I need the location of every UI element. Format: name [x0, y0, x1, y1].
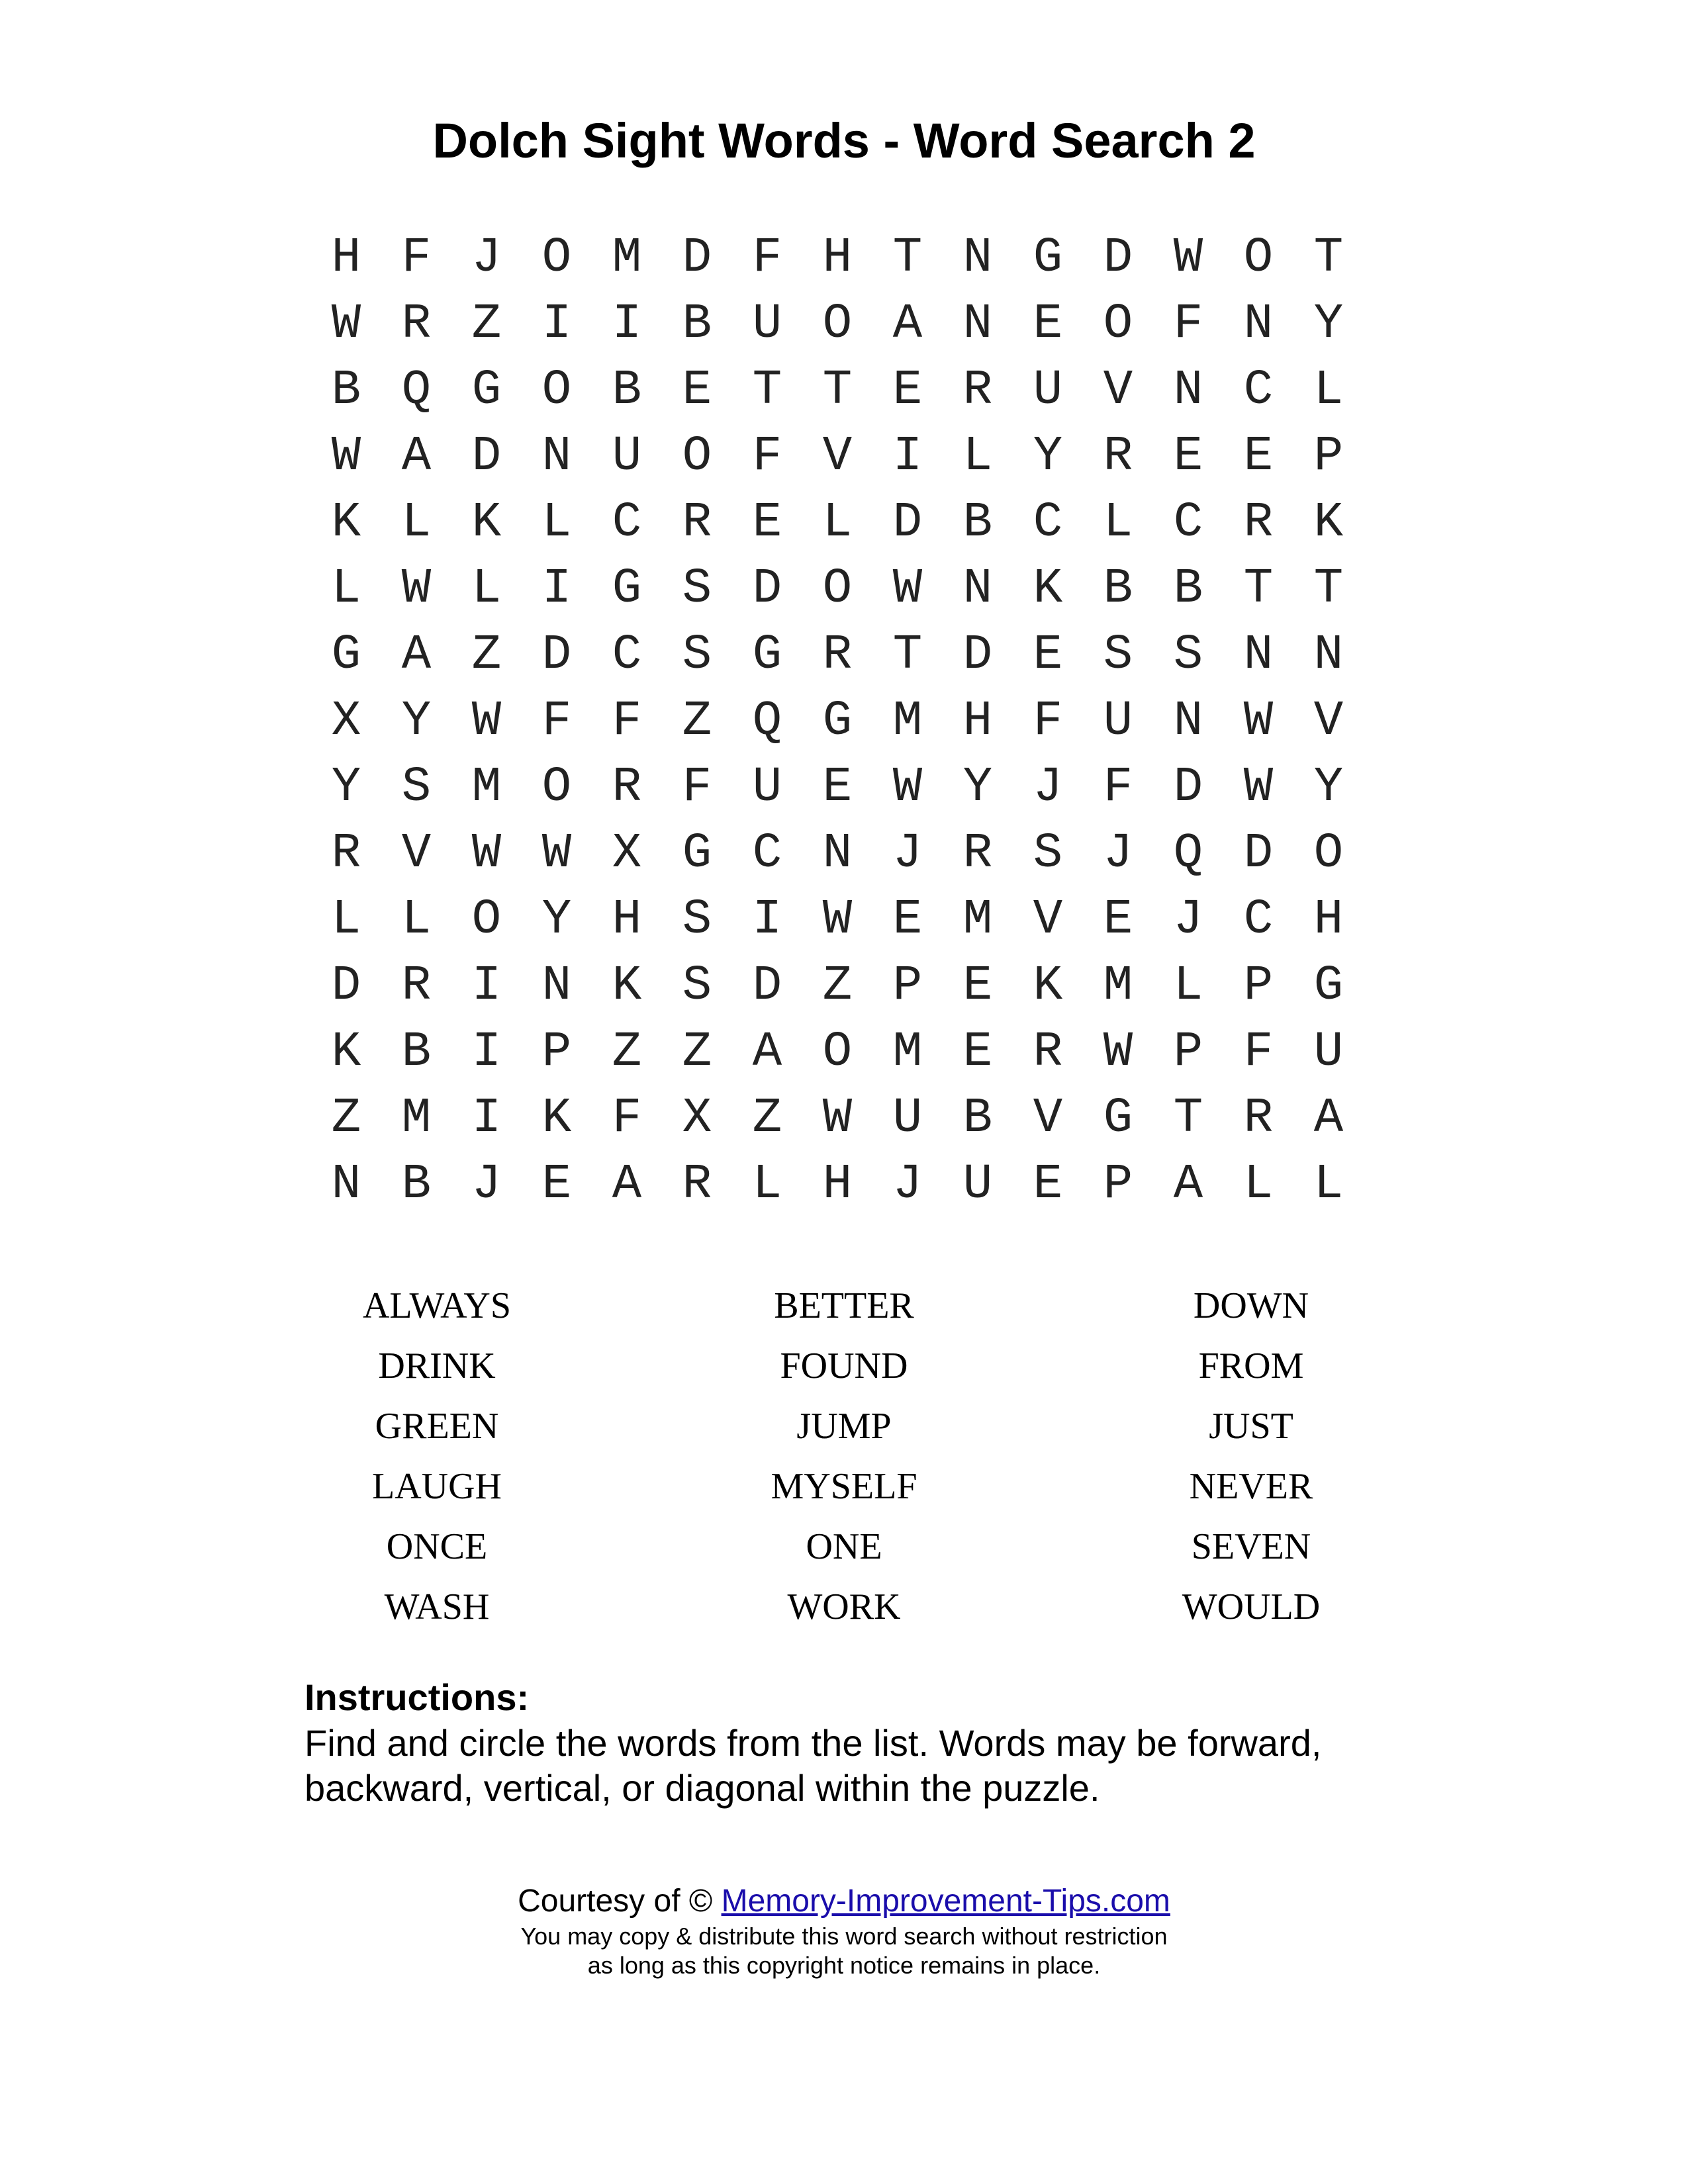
- grid-cell: Y: [401, 694, 432, 749]
- grid-cell: N: [962, 230, 993, 286]
- grid-cell: E: [1033, 296, 1063, 352]
- instructions-heading: Instructions:: [305, 1676, 530, 1718]
- grid-cell: R: [612, 760, 642, 815]
- word-list-item: WASH: [384, 1586, 490, 1627]
- word-list-item: GREEN: [375, 1406, 499, 1447]
- grid-cell: O: [822, 1024, 853, 1080]
- grid-cell: H: [1313, 892, 1344, 948]
- grid-cell: B: [401, 1024, 432, 1080]
- site-link[interactable]: Memory-Improvement-Tips.com: [721, 1884, 1170, 1919]
- grid-cell: L: [1313, 363, 1344, 418]
- grid-cell: X: [331, 694, 361, 749]
- grid-cell: C: [612, 495, 642, 551]
- grid-cell: I: [612, 296, 642, 352]
- grid-cell: R: [401, 958, 432, 1014]
- grid-cell: Q: [752, 694, 782, 749]
- grid-cell: W: [1173, 230, 1203, 286]
- grid-cell: K: [471, 495, 502, 551]
- grid-cell: U: [752, 760, 782, 815]
- word-list-item: WOULD: [1182, 1586, 1321, 1627]
- grid-cell: M: [1103, 958, 1133, 1014]
- grid-cell: M: [892, 1024, 923, 1080]
- word-list-item: NEVER: [1189, 1466, 1313, 1507]
- grid-cell: G: [1103, 1091, 1133, 1146]
- grid-cell: F: [1103, 760, 1133, 815]
- grid-cell: I: [471, 958, 502, 1014]
- grid-cell: O: [682, 429, 712, 484]
- word-list-item: JUST: [1209, 1406, 1293, 1447]
- grid-cell: D: [892, 495, 923, 551]
- word-list-item: LAUGH: [372, 1466, 502, 1507]
- footer: [0, 1881, 1688, 1980]
- word-list-item: ONE: [806, 1526, 882, 1567]
- grid-cell: W: [1103, 1024, 1133, 1080]
- grid-cell: G: [1313, 958, 1344, 1014]
- grid-cell: E: [962, 958, 993, 1014]
- grid-cell: J: [1033, 760, 1063, 815]
- grid-cell: M: [612, 230, 642, 286]
- grid-cell: N: [822, 826, 853, 882]
- grid-cell: A: [401, 429, 432, 484]
- grid-cell: W: [471, 694, 502, 749]
- word-list-item: BETTER: [774, 1285, 914, 1326]
- copyright-notice-line-1: You may copy & distribute this word search without restriction: [520, 1923, 1168, 1950]
- grid-cell: Z: [682, 694, 712, 749]
- grid-cell: A: [1313, 1091, 1344, 1146]
- grid-cell: C: [1033, 495, 1063, 551]
- grid-cell: H: [331, 230, 361, 286]
- grid-cell: E: [892, 892, 923, 948]
- grid-cell: R: [962, 826, 993, 882]
- grid-cell: W: [541, 826, 572, 882]
- grid-cell: U: [1313, 1024, 1344, 1080]
- grid-cell: I: [892, 429, 923, 484]
- grid-cell: B: [612, 363, 642, 418]
- grid-cell: K: [331, 495, 361, 551]
- grid-cell: O: [822, 296, 853, 352]
- grid-cell: F: [541, 694, 572, 749]
- grid-cell: P: [541, 1024, 572, 1080]
- grid-cell: K: [1033, 561, 1063, 617]
- grid-cell: H: [822, 1157, 853, 1212]
- grid-cell: I: [541, 296, 572, 352]
- word-list-item: ALWAYS: [362, 1285, 512, 1326]
- grid-cell: O: [471, 892, 502, 948]
- grid-cell: N: [331, 1157, 361, 1212]
- grid-cell: L: [401, 892, 432, 948]
- page-title: Dolch Sight Words - Word Search 2: [432, 113, 1256, 168]
- grid-cell: D: [752, 958, 782, 1014]
- word-list-item: ONCE: [386, 1526, 488, 1567]
- grid-cell: G: [752, 627, 782, 683]
- grid-cell: Z: [471, 627, 502, 683]
- grid-cell: C: [752, 826, 782, 882]
- word-list-item: FOUND: [780, 1345, 908, 1387]
- grid-cell: L: [401, 495, 432, 551]
- grid-cell: F: [1243, 1024, 1274, 1080]
- grid-cell: O: [541, 363, 572, 418]
- grid-cell: N: [1173, 694, 1203, 749]
- grid-cell: D: [331, 958, 361, 1014]
- grid-cell: S: [1103, 627, 1133, 683]
- grid-cell: S: [401, 760, 432, 815]
- grid-cell: K: [612, 958, 642, 1014]
- grid-cell: A: [401, 627, 432, 683]
- grid-cell: T: [1313, 561, 1344, 617]
- grid-cell: S: [1033, 826, 1063, 882]
- grid-cell: H: [962, 694, 993, 749]
- grid-cell: Y: [331, 760, 361, 815]
- grid-cell: B: [331, 363, 361, 418]
- grid-cell: M: [401, 1091, 432, 1146]
- grid-cell: W: [331, 429, 361, 484]
- word-list-item: FROM: [1198, 1345, 1304, 1387]
- grid-cell: Z: [471, 296, 502, 352]
- grid-cell: L: [1173, 958, 1203, 1014]
- word-list-item: DRINK: [378, 1345, 496, 1387]
- grid-cell: G: [331, 627, 361, 683]
- grid-cell: L: [1103, 495, 1133, 551]
- grid-cell: P: [1313, 429, 1344, 484]
- grid-cell: F: [612, 1091, 642, 1146]
- grid-cell: M: [471, 760, 502, 815]
- grid-cell: I: [541, 561, 572, 617]
- grid-cell: S: [682, 958, 712, 1014]
- courtesy-line: [0, 1881, 1688, 1922]
- grid-cell: P: [1243, 958, 1274, 1014]
- grid-cell: N: [1243, 627, 1274, 683]
- grid-cell: C: [1243, 892, 1274, 948]
- grid-cell: Y: [1313, 760, 1344, 815]
- grid-cell: D: [1243, 826, 1274, 882]
- grid-cell: C: [1173, 495, 1203, 551]
- grid-cell: U: [1033, 363, 1063, 418]
- grid-cell: D: [471, 429, 502, 484]
- grid-cell: C: [1243, 363, 1274, 418]
- copyright-notice-line-2: as long as this copyright notice remains in place.: [587, 1952, 1101, 1979]
- grid-cell: N: [541, 958, 572, 1014]
- grid-cell: J: [471, 1157, 502, 1212]
- grid-cell: T: [822, 363, 853, 418]
- grid-cell: J: [892, 1157, 923, 1212]
- grid-cell: B: [962, 1091, 993, 1146]
- grid-cell: V: [822, 429, 853, 484]
- grid-cell: R: [331, 826, 361, 882]
- grid-cell: B: [682, 296, 712, 352]
- grid-cell: W: [892, 561, 923, 617]
- grid-cell: J: [471, 230, 502, 286]
- grid-cell: B: [1173, 561, 1203, 617]
- grid-cell: J: [1103, 826, 1133, 882]
- grid-cell: O: [541, 760, 572, 815]
- grid-cell: W: [822, 892, 853, 948]
- grid-cell: I: [471, 1091, 502, 1146]
- grid-cell: R: [822, 627, 853, 683]
- grid-cell: E: [1103, 892, 1133, 948]
- grid-cell: L: [822, 495, 853, 551]
- letter-grid: [311, 225, 1364, 1218]
- grid-cell: F: [682, 760, 712, 815]
- grid-cell: T: [1243, 561, 1274, 617]
- grid-cell: U: [1103, 694, 1133, 749]
- grid-cell: X: [612, 826, 642, 882]
- grid-cell: E: [962, 1024, 993, 1080]
- grid-cell: R: [1033, 1024, 1063, 1080]
- grid-cell: G: [1033, 230, 1063, 286]
- grid-cell: O: [1103, 296, 1133, 352]
- grid-cell: F: [752, 429, 782, 484]
- grid-cell: Q: [1173, 826, 1203, 882]
- grid-cell: E: [822, 760, 853, 815]
- grid-cell: Z: [331, 1091, 361, 1146]
- grid-cell: R: [682, 495, 712, 551]
- grid-cell: D: [962, 627, 993, 683]
- grid-cell: D: [1103, 230, 1133, 286]
- grid-cell: R: [1103, 429, 1133, 484]
- grid-cell: E: [1173, 429, 1203, 484]
- grid-cell: W: [892, 760, 923, 815]
- grid-cell: E: [1033, 1157, 1063, 1212]
- grid-cell: E: [892, 363, 923, 418]
- grid-cell: Z: [822, 958, 853, 1014]
- grid-cell: K: [331, 1024, 361, 1080]
- grid-cell: V: [1033, 1091, 1063, 1146]
- grid-cell: I: [471, 1024, 502, 1080]
- grid-cell: A: [612, 1157, 642, 1212]
- word-list-item: WORK: [787, 1586, 901, 1627]
- grid-cell: A: [1173, 1157, 1203, 1212]
- grid-cell: E: [752, 495, 782, 551]
- grid-cell: F: [401, 230, 432, 286]
- grid-cell: W: [822, 1091, 853, 1146]
- grid-cell: W: [1243, 760, 1274, 815]
- grid-cell: L: [1313, 1157, 1344, 1212]
- grid-cell: D: [1173, 760, 1203, 815]
- grid-cell: F: [1173, 296, 1203, 352]
- grid-cell: N: [1173, 363, 1203, 418]
- grid-cell: W: [471, 826, 502, 882]
- grid-cell: Q: [401, 363, 432, 418]
- grid-cell: B: [401, 1157, 432, 1212]
- grid-cell: W: [1243, 694, 1274, 749]
- grid-cell: N: [962, 561, 993, 617]
- grid-cell: M: [892, 694, 923, 749]
- word-list-item: SEVEN: [1191, 1526, 1311, 1567]
- grid-cell: B: [962, 495, 993, 551]
- grid-cell: O: [541, 230, 572, 286]
- instructions-section: [305, 1674, 1430, 1811]
- word-list: [305, 1276, 1383, 1637]
- grid-cell: D: [682, 230, 712, 286]
- grid-cell: U: [962, 1157, 993, 1212]
- grid-cell: O: [822, 561, 853, 617]
- grid-cell: N: [541, 429, 572, 484]
- instructions-line-1: Find and circle the words from the list. Words may be forward,: [305, 1722, 1322, 1764]
- grid-cell: N: [1243, 296, 1274, 352]
- grid-cell: J: [1173, 892, 1203, 948]
- grid-cell: K: [1313, 495, 1344, 551]
- courtesy-prefix: Courtesy of ©: [518, 1884, 722, 1919]
- grid-cell: T: [752, 363, 782, 418]
- grid-cell: K: [1033, 958, 1063, 1014]
- grid-cell: T: [892, 230, 923, 286]
- grid-cell: O: [1313, 826, 1344, 882]
- grid-cell: A: [752, 1024, 782, 1080]
- grid-cell: G: [612, 561, 642, 617]
- grid-cell: F: [752, 230, 782, 286]
- grid-cell: F: [612, 694, 642, 749]
- grid-cell: N: [962, 296, 993, 352]
- grid-cell: E: [682, 363, 712, 418]
- grid-cell: U: [892, 1091, 923, 1146]
- instructions-line-2: backward, vertical, or diagonal within the puzzle.: [305, 1767, 1100, 1809]
- grid-cell: O: [1243, 230, 1274, 286]
- grid-cell: Z: [752, 1091, 782, 1146]
- grid-cell: V: [401, 826, 432, 882]
- grid-cell: L: [331, 892, 361, 948]
- grid-cell: Y: [1033, 429, 1063, 484]
- grid-cell: Y: [541, 892, 572, 948]
- grid-cell: M: [962, 892, 993, 948]
- grid-cell: D: [541, 627, 572, 683]
- grid-cell: V: [1103, 363, 1133, 418]
- grid-cell: T: [1313, 230, 1344, 286]
- grid-cell: X: [682, 1091, 712, 1146]
- grid-cell: R: [682, 1157, 712, 1212]
- grid-cell: C: [612, 627, 642, 683]
- grid-cell: D: [752, 561, 782, 617]
- grid-cell: F: [1033, 694, 1063, 749]
- grid-cell: L: [1243, 1157, 1274, 1212]
- grid-cell: E: [1243, 429, 1274, 484]
- grid-cell: Z: [612, 1024, 642, 1080]
- word-list-item: MYSELF: [771, 1466, 917, 1507]
- grid-cell: I: [752, 892, 782, 948]
- grid-cell: S: [682, 892, 712, 948]
- grid-cell: N: [1313, 627, 1344, 683]
- grid-cell: E: [1033, 627, 1063, 683]
- grid-cell: L: [752, 1157, 782, 1212]
- grid-cell: L: [331, 561, 361, 617]
- grid-cell: G: [822, 694, 853, 749]
- grid-cell: R: [1243, 495, 1274, 551]
- grid-cell: B: [1103, 561, 1133, 617]
- grid-cell: V: [1313, 694, 1344, 749]
- grid-cell: S: [1173, 627, 1203, 683]
- grid-cell: R: [962, 363, 993, 418]
- grid-cell: S: [682, 561, 712, 617]
- word-list-item: JUMP: [796, 1406, 892, 1447]
- grid-cell: E: [541, 1157, 572, 1212]
- grid-cell: R: [401, 296, 432, 352]
- grid-cell: V: [1033, 892, 1063, 948]
- grid-cell: P: [1173, 1024, 1203, 1080]
- grid-cell: L: [541, 495, 572, 551]
- grid-cell: S: [682, 627, 712, 683]
- grid-cell: A: [892, 296, 923, 352]
- word-list-item: DOWN: [1193, 1285, 1309, 1326]
- grid-cell: H: [612, 892, 642, 948]
- grid-cell: Z: [682, 1024, 712, 1080]
- grid-cell: J: [892, 826, 923, 882]
- grid-cell: T: [1173, 1091, 1203, 1146]
- grid-cell: Y: [962, 760, 993, 815]
- grid-cell: K: [541, 1091, 572, 1146]
- grid-cell: U: [752, 296, 782, 352]
- grid-cell: L: [962, 429, 993, 484]
- grid-cell: W: [331, 296, 361, 352]
- grid-cell: U: [612, 429, 642, 484]
- grid-cell: G: [471, 363, 502, 418]
- grid-cell: H: [822, 230, 853, 286]
- grid-cell: Y: [1313, 296, 1344, 352]
- grid-cell: P: [892, 958, 923, 1014]
- grid-cell: G: [682, 826, 712, 882]
- grid-cell: T: [892, 627, 923, 683]
- grid-cell: R: [1243, 1091, 1274, 1146]
- grid-cell: L: [471, 561, 502, 617]
- grid-cell: W: [401, 561, 432, 617]
- grid-cell: P: [1103, 1157, 1133, 1212]
